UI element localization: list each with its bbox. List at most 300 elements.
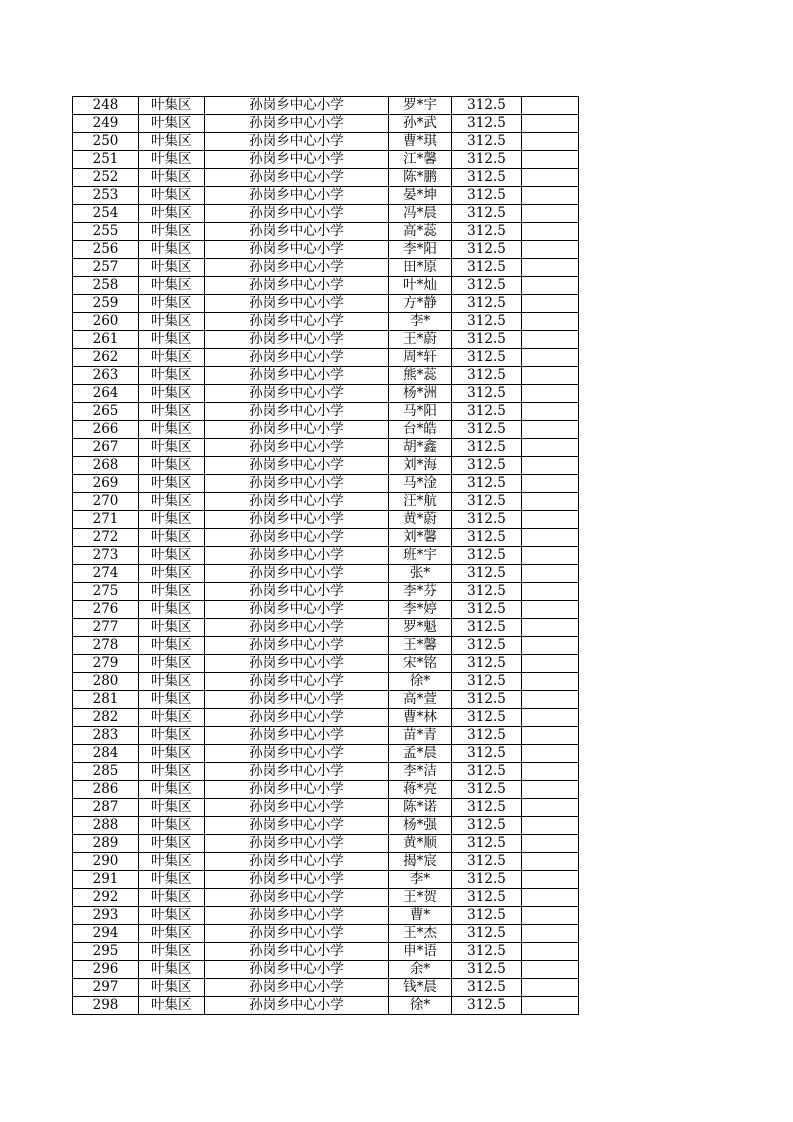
- student-name-cell: 班*宇: [389, 547, 452, 565]
- remark-cell: [522, 889, 579, 907]
- remark-cell: [522, 97, 579, 115]
- student-name-cell: 田*原: [389, 259, 452, 277]
- row-number-cell: 287: [73, 799, 139, 817]
- student-name-cell: 李*: [389, 313, 452, 331]
- score-cell: 312.5: [452, 799, 522, 817]
- school-cell: 孙岗乡中心小学: [205, 961, 389, 979]
- school-cell: 孙岗乡中心小学: [205, 457, 389, 475]
- score-cell: 312.5: [452, 115, 522, 133]
- school-cell: 孙岗乡中心小学: [205, 529, 389, 547]
- table-row: [73, 979, 579, 997]
- school-cell: 孙岗乡中心小学: [205, 385, 389, 403]
- student-name-cell: 孟*晨: [389, 745, 452, 763]
- district-cell: 叶集区: [139, 979, 205, 997]
- district-cell: 叶集区: [139, 835, 205, 853]
- table-row: [73, 637, 579, 655]
- remark-cell: [522, 871, 579, 889]
- school-cell: 孙岗乡中心小学: [205, 799, 389, 817]
- table-row: [73, 655, 579, 673]
- school-cell: 孙岗乡中心小学: [205, 277, 389, 295]
- district-cell: 叶集区: [139, 673, 205, 691]
- row-number-cell: 258: [73, 277, 139, 295]
- table-row: [73, 835, 579, 853]
- score-cell: 312.5: [452, 223, 522, 241]
- school-cell: 孙岗乡中心小学: [205, 835, 389, 853]
- table-row: [73, 889, 579, 907]
- score-cell: 312.5: [452, 763, 522, 781]
- district-cell: 叶集区: [139, 313, 205, 331]
- table-row: [73, 727, 579, 745]
- table-row: [73, 997, 579, 1015]
- remark-cell: [522, 853, 579, 871]
- row-number-cell: 297: [73, 979, 139, 997]
- remark-cell: [522, 223, 579, 241]
- remark-cell: [522, 943, 579, 961]
- student-name-cell: 徐*: [389, 673, 452, 691]
- row-number-cell: 280: [73, 673, 139, 691]
- row-number-cell: 265: [73, 403, 139, 421]
- student-name-cell: 黄*蔚: [389, 511, 452, 529]
- student-name-cell: 张*: [389, 565, 452, 583]
- score-cell: 312.5: [452, 439, 522, 457]
- row-number-cell: 291: [73, 871, 139, 889]
- student-name-cell: 罗*宇: [389, 97, 452, 115]
- district-cell: 叶集区: [139, 583, 205, 601]
- table-row: [73, 799, 579, 817]
- table-row: [73, 115, 579, 133]
- remark-cell: [522, 169, 579, 187]
- table-row: [73, 349, 579, 367]
- score-cell: 312.5: [452, 133, 522, 151]
- row-number-cell: 298: [73, 997, 139, 1015]
- row-number-cell: 254: [73, 205, 139, 223]
- row-number-cell: 252: [73, 169, 139, 187]
- score-cell: 312.5: [452, 673, 522, 691]
- row-number-cell: 288: [73, 817, 139, 835]
- table-row: [73, 601, 579, 619]
- remark-cell: [522, 493, 579, 511]
- row-number-cell: 293: [73, 907, 139, 925]
- row-number-cell: 266: [73, 421, 139, 439]
- remark-cell: [522, 187, 579, 205]
- row-number-cell: 263: [73, 367, 139, 385]
- remark-cell: [522, 727, 579, 745]
- score-cell: 312.5: [452, 871, 522, 889]
- remark-cell: [522, 745, 579, 763]
- score-cell: 312.5: [452, 925, 522, 943]
- table-row: [73, 943, 579, 961]
- table-row: [73, 781, 579, 799]
- score-cell: 312.5: [452, 313, 522, 331]
- student-name-cell: 高*萱: [389, 691, 452, 709]
- score-cell: 312.5: [452, 943, 522, 961]
- student-name-cell: 王*蔚: [389, 331, 452, 349]
- school-cell: 孙岗乡中心小学: [205, 511, 389, 529]
- remark-cell: [522, 133, 579, 151]
- district-cell: 叶集区: [139, 403, 205, 421]
- table-row: [73, 925, 579, 943]
- score-cell: 312.5: [452, 421, 522, 439]
- table-row: [73, 961, 579, 979]
- remark-cell: [522, 475, 579, 493]
- school-cell: 孙岗乡中心小学: [205, 403, 389, 421]
- remark-cell: [522, 781, 579, 799]
- school-cell: 孙岗乡中心小学: [205, 115, 389, 133]
- score-cell: 312.5: [452, 961, 522, 979]
- row-number-cell: 295: [73, 943, 139, 961]
- district-cell: 叶集区: [139, 169, 205, 187]
- score-cell: 312.5: [452, 979, 522, 997]
- student-name-cell: 刘*海: [389, 457, 452, 475]
- school-cell: 孙岗乡中心小学: [205, 475, 389, 493]
- table-row: [73, 331, 579, 349]
- school-cell: 孙岗乡中心小学: [205, 187, 389, 205]
- student-name-cell: 宋*铭: [389, 655, 452, 673]
- district-cell: 叶集区: [139, 349, 205, 367]
- table-row: [73, 709, 579, 727]
- row-number-cell: 256: [73, 241, 139, 259]
- table-row: [73, 223, 579, 241]
- student-name-cell: 余*: [389, 961, 452, 979]
- student-name-cell: 钱*晨: [389, 979, 452, 997]
- district-cell: 叶集区: [139, 241, 205, 259]
- student-name-cell: 叶*灿: [389, 277, 452, 295]
- district-cell: 叶集区: [139, 205, 205, 223]
- school-cell: 孙岗乡中心小学: [205, 295, 389, 313]
- student-name-cell: 马*阳: [389, 403, 452, 421]
- student-name-cell: 李*芬: [389, 583, 452, 601]
- score-cell: 312.5: [452, 781, 522, 799]
- row-number-cell: 277: [73, 619, 139, 637]
- row-number-cell: 270: [73, 493, 139, 511]
- student-name-cell: 台*皓: [389, 421, 452, 439]
- district-cell: 叶集区: [139, 637, 205, 655]
- district-cell: 叶集区: [139, 223, 205, 241]
- school-cell: 孙岗乡中心小学: [205, 619, 389, 637]
- district-cell: 叶集区: [139, 997, 205, 1015]
- district-cell: 叶集区: [139, 943, 205, 961]
- row-number-cell: 269: [73, 475, 139, 493]
- table-row: [73, 871, 579, 889]
- district-cell: 叶集区: [139, 97, 205, 115]
- student-name-cell: 徐*: [389, 997, 452, 1015]
- school-cell: 孙岗乡中心小学: [205, 547, 389, 565]
- school-cell: 孙岗乡中心小学: [205, 421, 389, 439]
- remark-cell: [522, 439, 579, 457]
- district-cell: 叶集区: [139, 853, 205, 871]
- table-row: [73, 673, 579, 691]
- score-cell: 312.5: [452, 817, 522, 835]
- remark-cell: [522, 151, 579, 169]
- remark-cell: [522, 295, 579, 313]
- school-cell: 孙岗乡中心小学: [205, 997, 389, 1015]
- remark-cell: [522, 529, 579, 547]
- student-name-cell: 王*馨: [389, 637, 452, 655]
- student-name-cell: 晏*坤: [389, 187, 452, 205]
- table-row: [73, 529, 579, 547]
- table-row: [73, 691, 579, 709]
- table-row: [73, 583, 579, 601]
- district-cell: 叶集区: [139, 781, 205, 799]
- score-cell: 312.5: [452, 709, 522, 727]
- score-cell: 312.5: [452, 997, 522, 1015]
- remark-cell: [522, 655, 579, 673]
- row-number-cell: 285: [73, 763, 139, 781]
- remark-cell: [522, 601, 579, 619]
- student-name-cell: 李*阳: [389, 241, 452, 259]
- student-name-cell: 罗*魁: [389, 619, 452, 637]
- remark-cell: [522, 691, 579, 709]
- row-number-cell: 271: [73, 511, 139, 529]
- row-number-cell: 292: [73, 889, 139, 907]
- score-cell: 312.5: [452, 907, 522, 925]
- row-number-cell: 276: [73, 601, 139, 619]
- table-row: [73, 763, 579, 781]
- row-number-cell: 290: [73, 853, 139, 871]
- student-name-cell: 李*洁: [389, 763, 452, 781]
- school-cell: 孙岗乡中心小学: [205, 979, 389, 997]
- table-row: [73, 745, 579, 763]
- district-cell: 叶集区: [139, 709, 205, 727]
- district-cell: 叶集区: [139, 547, 205, 565]
- district-cell: 叶集区: [139, 259, 205, 277]
- student-name-cell: 陈*诺: [389, 799, 452, 817]
- student-name-cell: 曹*琪: [389, 133, 452, 151]
- school-cell: 孙岗乡中心小学: [205, 655, 389, 673]
- score-cell: 312.5: [452, 241, 522, 259]
- row-number-cell: 289: [73, 835, 139, 853]
- school-cell: 孙岗乡中心小学: [205, 259, 389, 277]
- table-row: [73, 187, 579, 205]
- school-cell: 孙岗乡中心小学: [205, 871, 389, 889]
- school-cell: 孙岗乡中心小学: [205, 853, 389, 871]
- student-name-cell: 揭*宸: [389, 853, 452, 871]
- table-row: [73, 421, 579, 439]
- school-cell: 孙岗乡中心小学: [205, 151, 389, 169]
- score-cell: 312.5: [452, 403, 522, 421]
- school-cell: 孙岗乡中心小学: [205, 133, 389, 151]
- district-cell: 叶集区: [139, 187, 205, 205]
- student-name-cell: 冯*晨: [389, 205, 452, 223]
- table-row: [73, 439, 579, 457]
- student-name-cell: 胡*鑫: [389, 439, 452, 457]
- score-cell: 312.5: [452, 385, 522, 403]
- school-cell: 孙岗乡中心小学: [205, 601, 389, 619]
- student-name-cell: 江*馨: [389, 151, 452, 169]
- student-name-cell: 周*轩: [389, 349, 452, 367]
- row-number-cell: 257: [73, 259, 139, 277]
- remark-cell: [522, 835, 579, 853]
- row-number-cell: 273: [73, 547, 139, 565]
- score-cell: 312.5: [452, 583, 522, 601]
- table-row: [73, 565, 579, 583]
- student-name-cell: 熊*蕊: [389, 367, 452, 385]
- school-cell: 孙岗乡中心小学: [205, 673, 389, 691]
- row-number-cell: 279: [73, 655, 139, 673]
- remark-cell: [522, 673, 579, 691]
- table-row: [73, 457, 579, 475]
- student-name-cell: 杨*强: [389, 817, 452, 835]
- table-row: [73, 907, 579, 925]
- remark-cell: [522, 961, 579, 979]
- school-cell: 孙岗乡中心小学: [205, 727, 389, 745]
- table-row: [73, 547, 579, 565]
- remark-cell: [522, 925, 579, 943]
- district-cell: 叶集区: [139, 151, 205, 169]
- school-cell: 孙岗乡中心小学: [205, 565, 389, 583]
- row-number-cell: 249: [73, 115, 139, 133]
- district-cell: 叶集区: [139, 475, 205, 493]
- table-row: [73, 817, 579, 835]
- row-number-cell: 250: [73, 133, 139, 151]
- score-cell: 312.5: [452, 475, 522, 493]
- district-cell: 叶集区: [139, 565, 205, 583]
- school-cell: 孙岗乡中心小学: [205, 493, 389, 511]
- score-cell: 312.5: [452, 691, 522, 709]
- student-name-cell: 汪*航: [389, 493, 452, 511]
- school-cell: 孙岗乡中心小学: [205, 583, 389, 601]
- row-number-cell: 248: [73, 97, 139, 115]
- district-cell: 叶集区: [139, 655, 205, 673]
- row-number-cell: 255: [73, 223, 139, 241]
- remark-cell: [522, 331, 579, 349]
- table-row: [73, 619, 579, 637]
- school-cell: 孙岗乡中心小学: [205, 241, 389, 259]
- student-name-cell: 刘*馨: [389, 529, 452, 547]
- student-name-cell: 杨*洲: [389, 385, 452, 403]
- remark-cell: [522, 709, 579, 727]
- remark-cell: [522, 403, 579, 421]
- score-cell: 312.5: [452, 619, 522, 637]
- district-cell: 叶集区: [139, 457, 205, 475]
- score-cell: 312.5: [452, 97, 522, 115]
- score-cell: 312.5: [452, 295, 522, 313]
- score-cell: 312.5: [452, 601, 522, 619]
- score-cell: 312.5: [452, 169, 522, 187]
- score-cell: 312.5: [452, 727, 522, 745]
- district-cell: 叶集区: [139, 367, 205, 385]
- row-number-cell: 262: [73, 349, 139, 367]
- remark-cell: [522, 511, 579, 529]
- results-table: [72, 96, 579, 1015]
- school-cell: 孙岗乡中心小学: [205, 817, 389, 835]
- score-cell: 312.5: [452, 259, 522, 277]
- school-cell: 孙岗乡中心小学: [205, 223, 389, 241]
- school-cell: 孙岗乡中心小学: [205, 907, 389, 925]
- score-cell: 312.5: [452, 277, 522, 295]
- school-cell: 孙岗乡中心小学: [205, 781, 389, 799]
- table-row: [73, 133, 579, 151]
- row-number-cell: 281: [73, 691, 139, 709]
- student-name-cell: 申*语: [389, 943, 452, 961]
- row-number-cell: 267: [73, 439, 139, 457]
- remark-cell: [522, 619, 579, 637]
- table-row: [73, 385, 579, 403]
- student-name-cell: 方*静: [389, 295, 452, 313]
- row-number-cell: 278: [73, 637, 139, 655]
- score-cell: 312.5: [452, 889, 522, 907]
- row-number-cell: 272: [73, 529, 139, 547]
- student-name-cell: 王*贺: [389, 889, 452, 907]
- student-name-cell: 李*: [389, 871, 452, 889]
- table-row: [73, 511, 579, 529]
- row-number-cell: 260: [73, 313, 139, 331]
- district-cell: 叶集区: [139, 925, 205, 943]
- student-name-cell: 黄*顺: [389, 835, 452, 853]
- student-name-cell: 陈*鹏: [389, 169, 452, 187]
- score-cell: 312.5: [452, 655, 522, 673]
- table-row: [73, 313, 579, 331]
- district-cell: 叶集区: [139, 619, 205, 637]
- remark-cell: [522, 421, 579, 439]
- district-cell: 叶集区: [139, 799, 205, 817]
- score-cell: 312.5: [452, 457, 522, 475]
- remark-cell: [522, 385, 579, 403]
- row-number-cell: 259: [73, 295, 139, 313]
- row-number-cell: 282: [73, 709, 139, 727]
- school-cell: 孙岗乡中心小学: [205, 943, 389, 961]
- row-number-cell: 284: [73, 745, 139, 763]
- table-row: [73, 205, 579, 223]
- table-row: [73, 367, 579, 385]
- student-name-cell: 苗*青: [389, 727, 452, 745]
- remark-cell: [522, 799, 579, 817]
- district-cell: 叶集区: [139, 385, 205, 403]
- score-cell: 312.5: [452, 205, 522, 223]
- remark-cell: [522, 907, 579, 925]
- remark-cell: [522, 763, 579, 781]
- school-cell: 孙岗乡中心小学: [205, 637, 389, 655]
- table-row: [73, 493, 579, 511]
- remark-cell: [522, 457, 579, 475]
- table-row: [73, 403, 579, 421]
- score-cell: 312.5: [452, 331, 522, 349]
- district-cell: 叶集区: [139, 601, 205, 619]
- score-cell: 312.5: [452, 547, 522, 565]
- remark-cell: [522, 205, 579, 223]
- remark-cell: [522, 259, 579, 277]
- district-cell: 叶集区: [139, 907, 205, 925]
- student-name-cell: 王*杰: [389, 925, 452, 943]
- district-cell: 叶集区: [139, 277, 205, 295]
- student-name-cell: 李*婷: [389, 601, 452, 619]
- score-cell: 312.5: [452, 835, 522, 853]
- table-row: [73, 259, 579, 277]
- remark-cell: [522, 241, 579, 259]
- school-cell: 孙岗乡中心小学: [205, 169, 389, 187]
- district-cell: 叶集区: [139, 889, 205, 907]
- district-cell: 叶集区: [139, 115, 205, 133]
- row-number-cell: 251: [73, 151, 139, 169]
- district-cell: 叶集区: [139, 871, 205, 889]
- row-number-cell: 274: [73, 565, 139, 583]
- table-row: [73, 169, 579, 187]
- district-cell: 叶集区: [139, 961, 205, 979]
- district-cell: 叶集区: [139, 529, 205, 547]
- score-cell: 312.5: [452, 529, 522, 547]
- row-number-cell: 296: [73, 961, 139, 979]
- table-row: [73, 241, 579, 259]
- score-cell: 312.5: [452, 187, 522, 205]
- district-cell: 叶集区: [139, 817, 205, 835]
- district-cell: 叶集区: [139, 691, 205, 709]
- table-row: [73, 151, 579, 169]
- district-cell: 叶集区: [139, 493, 205, 511]
- score-cell: 312.5: [452, 565, 522, 583]
- district-cell: 叶集区: [139, 727, 205, 745]
- row-number-cell: 286: [73, 781, 139, 799]
- table-row: [73, 97, 579, 115]
